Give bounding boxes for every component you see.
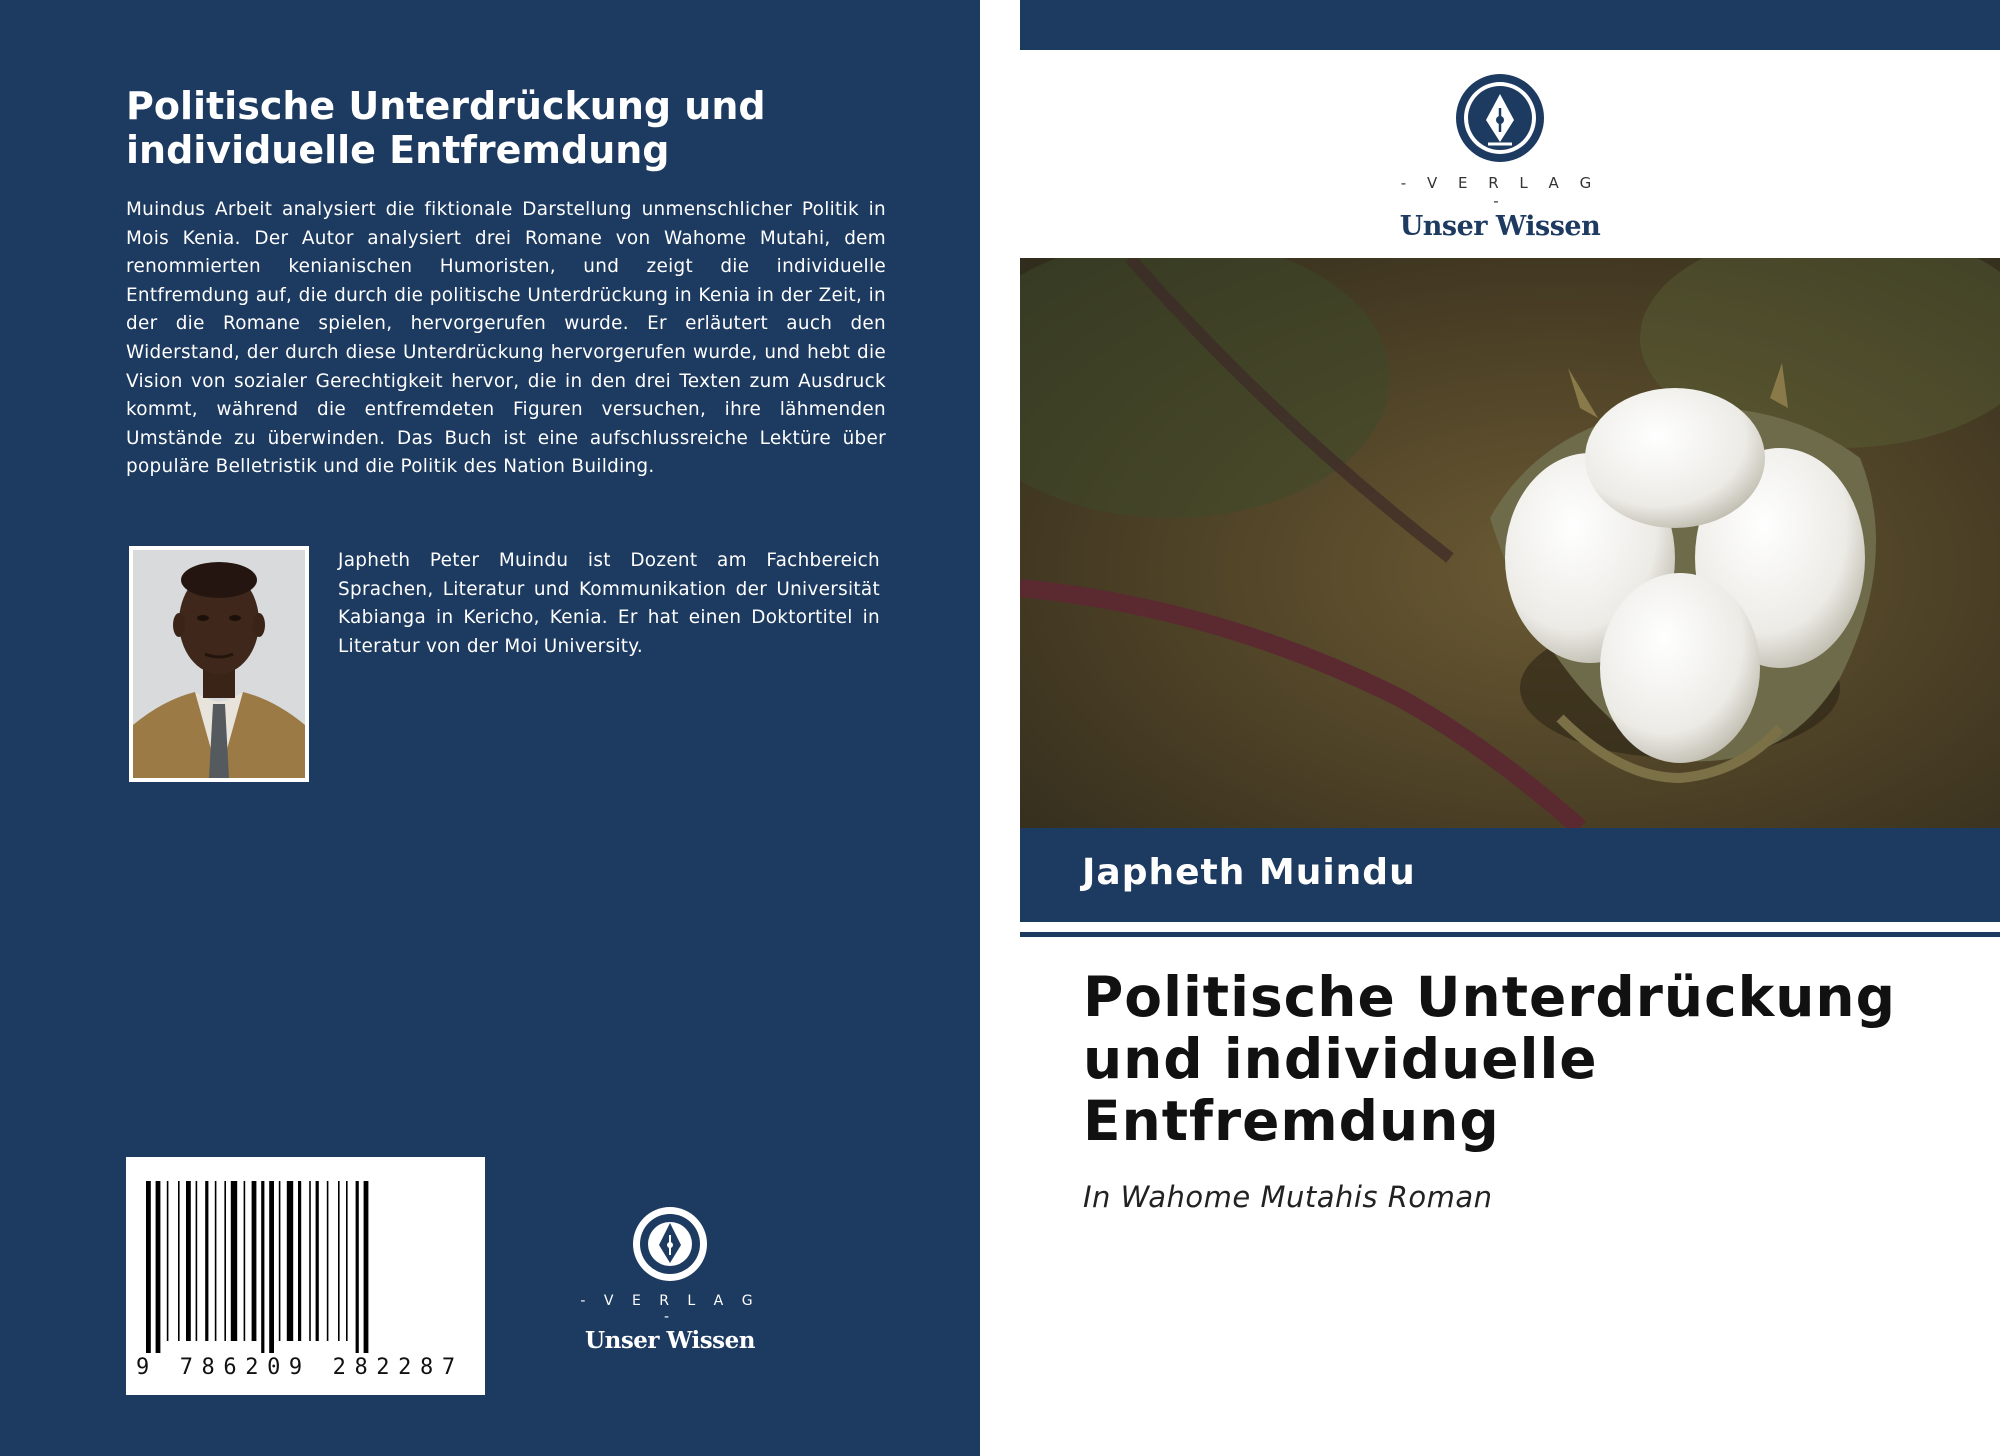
isbn-number: 9 786209 282287 [136,1355,464,1380]
barcode-bar [356,1181,359,1353]
barcode-bar [364,1181,369,1353]
barcode-bar [205,1181,208,1341]
barcode-bar [252,1181,257,1341]
barcode-bar [178,1181,180,1341]
barcode-bar [224,1181,226,1341]
barcode-bar [327,1181,329,1341]
title-rule [1020,932,2000,937]
author-photo [129,546,309,782]
front-cover-title: Politische Unterdrückung und individuelle Entfremdung [1083,965,1896,1153]
publisher-logo-front [1390,72,1610,242]
front-cover-subtitle: In Wahome Mutahis Roman [1083,1180,1493,1214]
barcode-bar [261,1181,264,1353]
barcode-bar [309,1181,311,1341]
front-top-bar [1020,0,2000,50]
barcode-bar [287,1181,293,1341]
author-band [1020,828,2000,922]
barcode-bar [269,1181,274,1353]
barcode-bar [231,1181,237,1341]
publisher-logo-back [580,1205,760,1354]
barcode-bar [186,1181,191,1341]
front-author-name: Japheth Muindu [1082,852,1416,893]
barcode-bar [156,1181,161,1353]
back-cover [0,0,980,1456]
barcode-bar [167,1181,169,1341]
cover-photo-cotton-boll [1020,258,2000,828]
barcode-bar [146,1181,151,1353]
barcode-bar [316,1181,319,1341]
publisher-name: Unser Wissen [1399,211,1601,242]
verlag-label: - V E R L A G - [1400,174,1600,210]
barcode-bar [215,1181,217,1341]
barcode-bar [244,1181,246,1341]
barcode-bar [196,1181,198,1341]
back-cover-blurb: Muindus Arbeit analysiert die fiktionale Darstellung unmenschlicher Politik in Mois Kenia. Der Autor analysiert drei Romane von Wahome Mutahi, dem renommierten kenianischen Humoristen, und zeigt die individuelle Entfremdung auf, die durch die politische Unterdrückung in Kenia in der Zeit, in der die Romane spielen, hervorgerufen wurde. Er erläutert auch den Widerstand, der durch diese Unterdrückung hervorgerufen wurde, und hebt die Vision von sozialer Gerechtigkeit hervor, die in den drei Texten zum Ausdruck kommt, während die entfremdeten Figuren versuchen, ihre lähmenden Umstände zu überwinden. Das Buch ist eine aufschlussreiche Lektüre über populäre Belletristik und die Politik des Nation Building. [126,199,886,478]
barcode-bar [279,1181,281,1341]
isbn-barcode [126,1157,485,1395]
barcode-bar [338,1181,340,1341]
barcode-bar [298,1181,301,1341]
pen-nib-seal-icon [631,1205,709,1283]
pen-nib-seal-icon [1454,72,1546,164]
publisher-name: Unser Wissen [585,1327,755,1354]
barcode-bar [346,1181,348,1341]
author-bio: Japheth Peter Muindu ist Dozent am Fachbereich Sprachen, Literatur und Kommunikation der Universität Kabianga in Kericho, Kenia. Er hat einen Doktortitel in Literatur von der Moi University. [338,550,880,657]
back-cover-title: Politische Unterdrückung und individuelle Entfremdung [126,84,766,172]
verlag-label: - V E R L A G - [580,1293,760,1325]
